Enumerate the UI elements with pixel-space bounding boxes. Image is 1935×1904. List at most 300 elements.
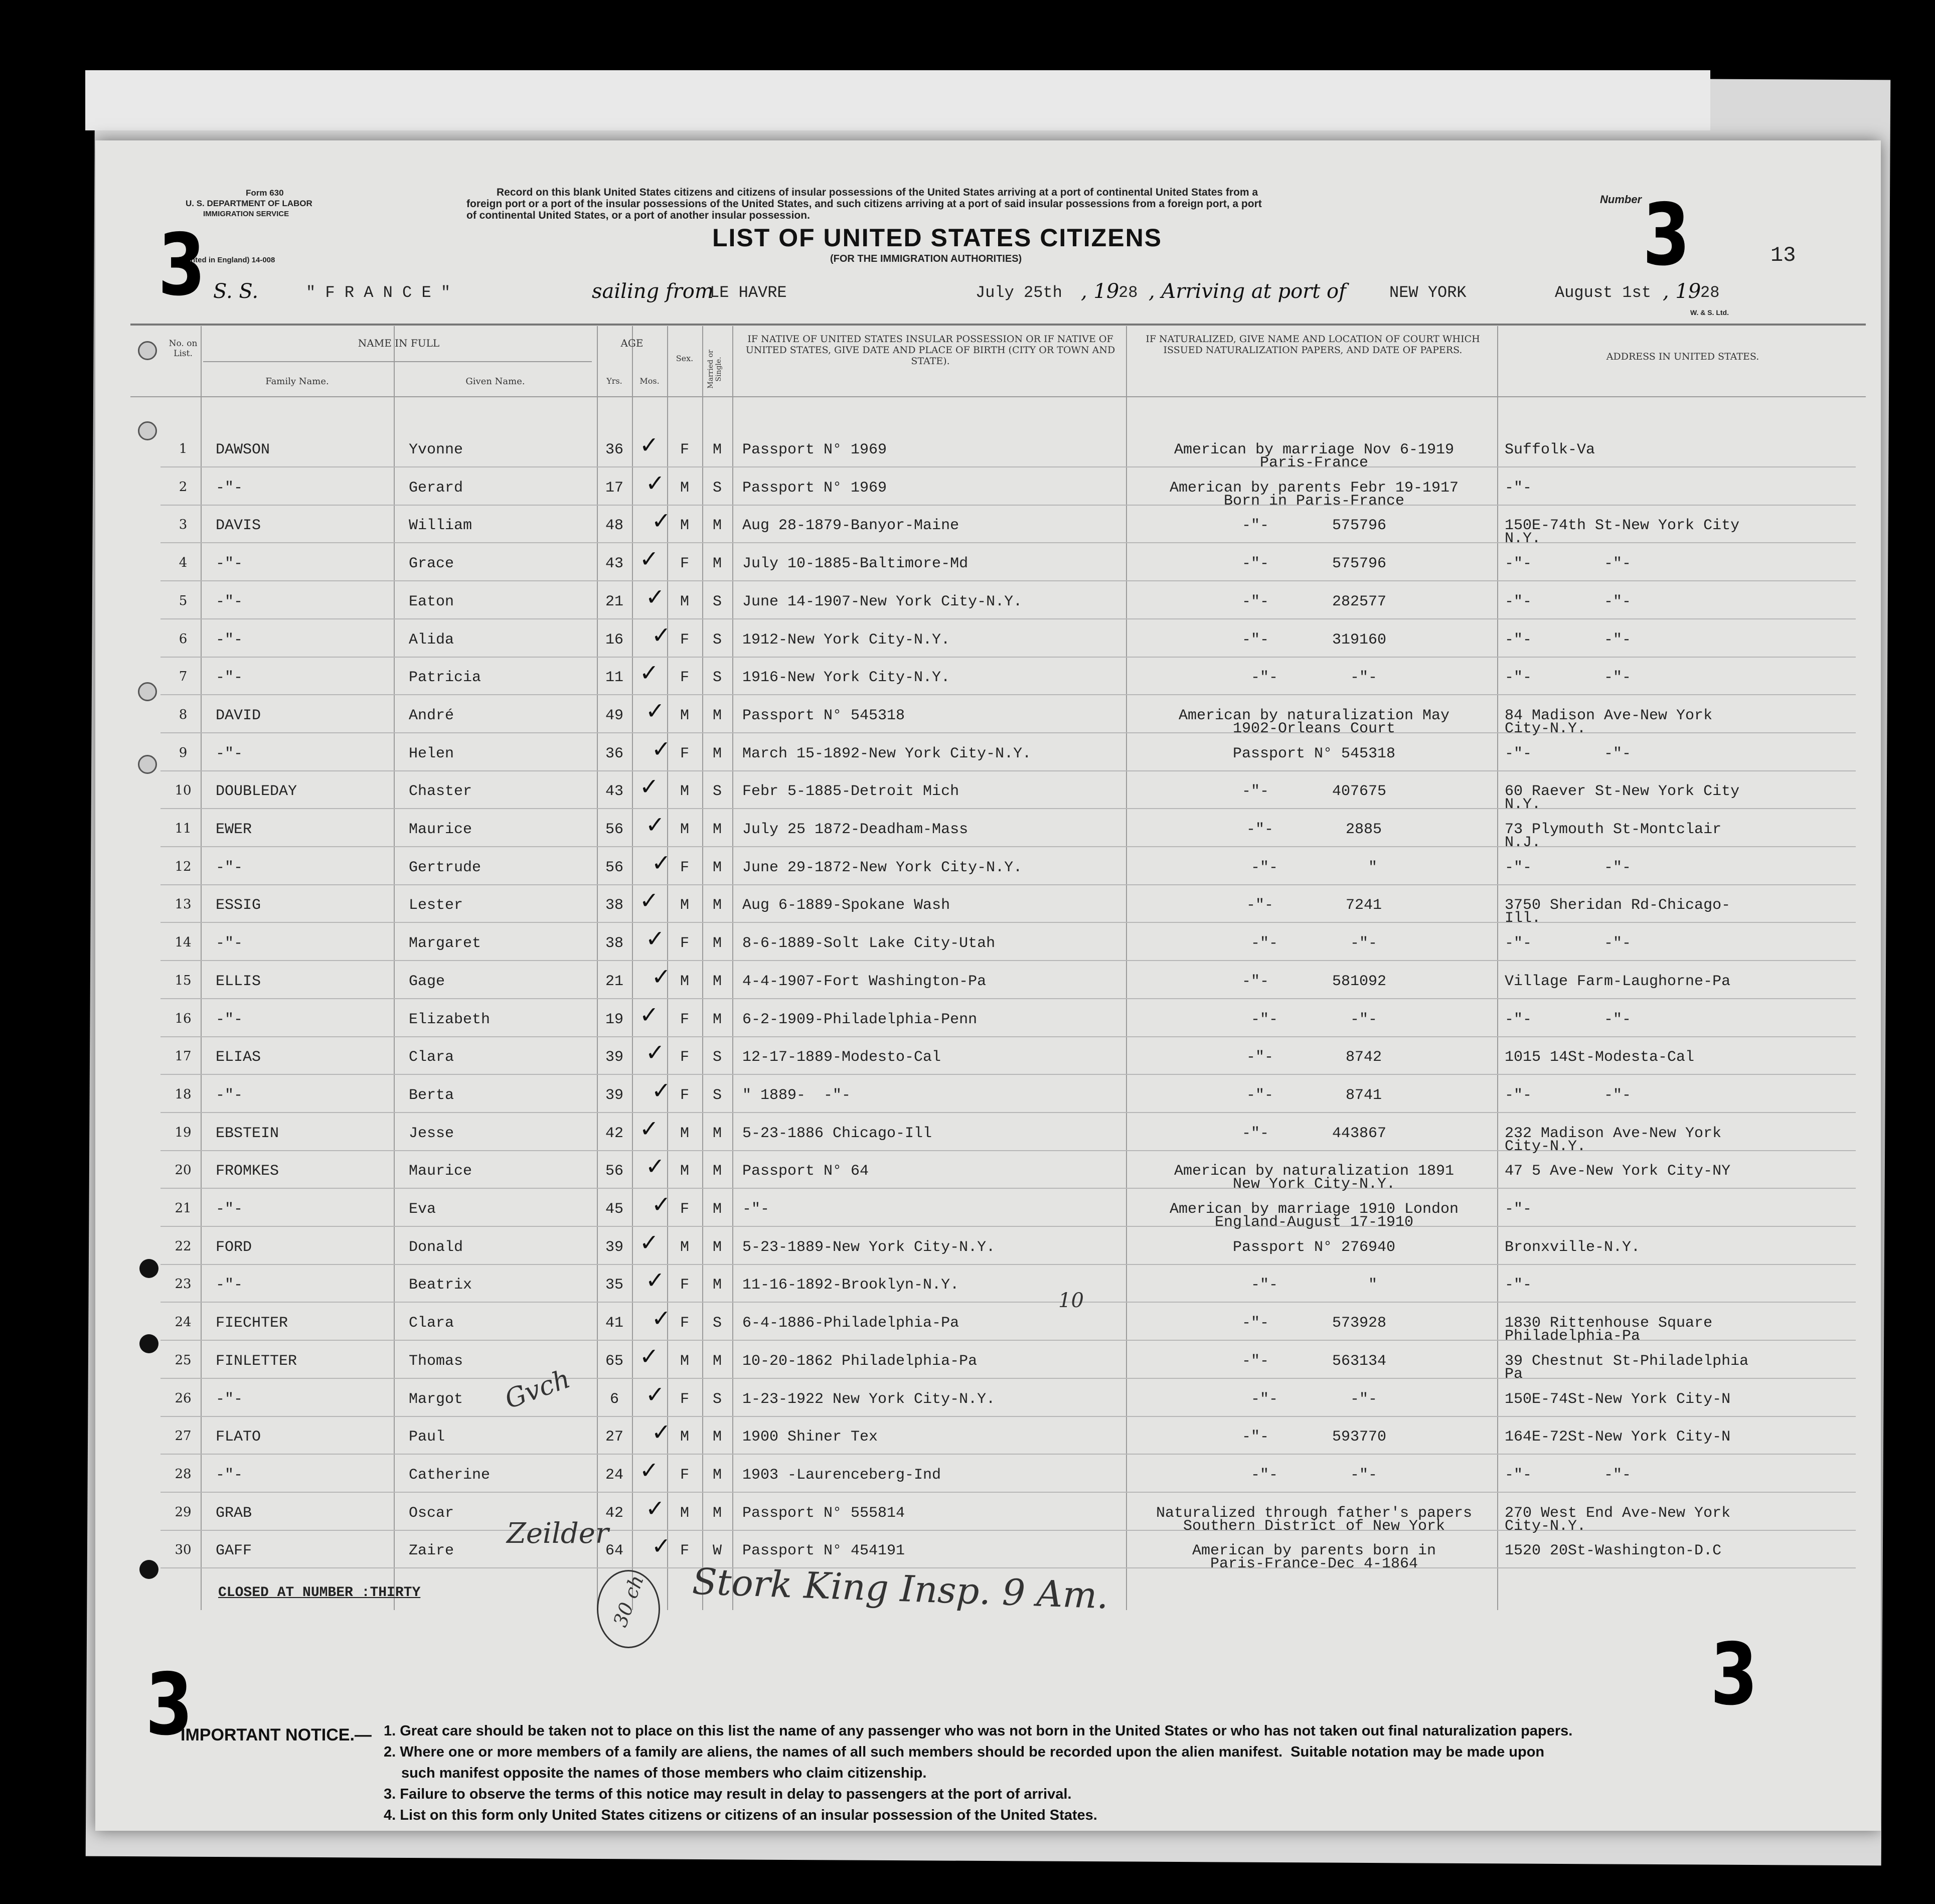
row-number: 7 — [179, 669, 188, 685]
naturalization-info: Passport N° 276940 — [1232, 1238, 1396, 1256]
family-name: -"- — [216, 1086, 243, 1104]
sex: M — [680, 973, 689, 990]
header-family-name: Family Name. — [265, 376, 329, 387]
margin-note-row-26: Gvch — [501, 1363, 574, 1415]
sex: F — [680, 745, 689, 762]
address: -"- -"- — [1505, 1086, 1632, 1104]
sex: F — [680, 555, 689, 573]
service: IMMIGRATION SERVICE — [203, 210, 289, 218]
sex: F — [680, 441, 689, 458]
naturalization-info: -"- 573928 — [1241, 1315, 1387, 1332]
age-years: 19 — [605, 1011, 623, 1028]
year-2: 28 — [1700, 283, 1720, 302]
header-divider — [203, 361, 592, 362]
row-number: 5 — [179, 593, 188, 608]
given-name: Jesse — [409, 1125, 454, 1142]
row-number: 26 — [175, 1390, 192, 1406]
check-mark-icon: ✓ — [646, 811, 665, 838]
year-prefix-1: , 19 — [1081, 280, 1119, 303]
header-no: No. on List. — [169, 339, 198, 359]
address-line-2: N.J. — [1505, 834, 1541, 851]
address-line-2: N.Y. — [1505, 796, 1541, 814]
address: Bronxville-N.Y. — [1505, 1238, 1641, 1256]
sex: M — [680, 1238, 689, 1256]
age-years: 42 — [605, 1125, 623, 1142]
check-mark-icon: ✓ — [646, 1380, 665, 1408]
naturalization-info-line-2: Southern District of New York — [1183, 1517, 1445, 1535]
check-mark-icon: ✓ — [639, 1001, 659, 1028]
sex: F — [680, 1049, 689, 1066]
family-name: FORD — [216, 1238, 252, 1256]
birth-info: Passport N° 64 — [742, 1163, 869, 1180]
naturalization-info: -"- 575796 — [1241, 517, 1387, 535]
naturalization-info-line-2: Paris-France-Dec 4-1864 — [1210, 1555, 1418, 1573]
given-name: Grace — [409, 555, 454, 573]
naturalization-info: -"- 575796 — [1241, 555, 1387, 573]
row-rule — [160, 1567, 1856, 1568]
row-number: 24 — [175, 1315, 192, 1330]
age-years: 38 — [605, 897, 623, 914]
age-years: 56 — [605, 821, 623, 838]
notice-item-4: 4. List on this form only United States citizens or citizens of an insular possession of the United States. — [384, 1807, 1097, 1823]
birth-info: July 10-1885-Baltimore-Md — [742, 555, 969, 573]
row-number: 25 — [175, 1352, 192, 1368]
col-divider — [597, 326, 598, 1610]
naturalization-info-line-2: 1902-Orleans Court — [1232, 720, 1396, 737]
address-line-2: Pa — [1505, 1365, 1523, 1383]
naturalization-info: American by marriage Nov 6-1919 — [1174, 441, 1455, 458]
family-name: DAWSON — [216, 441, 270, 458]
instruction-line-1: Record on this blank United States citizens and citizens of insular possessions of the United States arriving at a port of continental United States from a — [497, 187, 1258, 198]
col-divider — [1497, 326, 1498, 1610]
row-rule — [160, 1264, 1856, 1265]
address: Village Farm-Laughorne-Pa — [1505, 973, 1731, 990]
col-divider — [732, 326, 733, 1610]
given-name: Thomas — [409, 1352, 463, 1370]
table-top-border — [130, 324, 1866, 326]
family-name: DAVID — [216, 707, 261, 724]
age-years: 48 — [605, 517, 623, 535]
family-name: FLATO — [216, 1429, 261, 1446]
marital-status: S — [712, 1049, 722, 1066]
age-years: 43 — [605, 555, 623, 573]
naturalization-info-line-2: New York City-N.Y. — [1232, 1176, 1396, 1193]
birth-info: Passport N° 1969 — [742, 479, 887, 497]
row-rule — [160, 580, 1856, 581]
row-number: 19 — [175, 1125, 192, 1140]
naturalization-info: -"- 8742 — [1246, 1049, 1382, 1066]
port-from: LE HAVRE — [710, 283, 787, 302]
naturalization-info: -"- 407675 — [1241, 783, 1387, 801]
page-number-bottom-right: 3 — [1710, 1625, 1758, 1724]
family-name: -"- — [216, 1011, 243, 1028]
address: 60 Raever St-New York City — [1505, 783, 1740, 801]
given-name: André — [409, 707, 454, 724]
marital-status: M — [712, 707, 722, 724]
naturalization-info: American by marriage 1910 London — [1169, 1201, 1459, 1218]
age-years: 35 — [605, 1277, 623, 1294]
year-prefix-2: , 19 — [1663, 280, 1701, 303]
marital-status: M — [712, 1277, 722, 1294]
row-number: 22 — [175, 1238, 192, 1254]
marital-status: S — [712, 783, 722, 801]
row-rule — [160, 1112, 1856, 1113]
sex: M — [680, 783, 689, 801]
notice-label: IMPORTANT NOTICE.— — [181, 1725, 372, 1744]
family-name: -"- — [216, 935, 243, 953]
naturalization-info: -"- 282577 — [1241, 593, 1387, 610]
sex: F — [680, 935, 689, 953]
check-mark-icon: ✓ — [652, 849, 671, 876]
family-name: -"- — [216, 1201, 243, 1218]
age-years: 56 — [605, 1163, 623, 1180]
row-rule — [160, 1188, 1856, 1189]
marital-status: M — [712, 1163, 722, 1180]
row-rule — [160, 1074, 1856, 1075]
age-years: 36 — [605, 441, 623, 458]
given-name: Alida — [409, 631, 454, 649]
row-number: 13 — [175, 897, 192, 912]
naturalization-info: -"- -"- — [1250, 1466, 1378, 1484]
check-mark-icon: ✓ — [639, 431, 659, 458]
circle-note: 30 ch — [609, 1572, 648, 1630]
naturalization-info: Naturalized through father's papers — [1156, 1504, 1473, 1522]
row-number: 28 — [175, 1466, 192, 1482]
sex: M — [680, 1352, 689, 1370]
birth-info: Febr 5-1885-Detroit Mich — [742, 783, 959, 801]
sex: M — [680, 593, 689, 610]
sex: F — [680, 1466, 689, 1484]
check-mark-icon: ✓ — [646, 697, 665, 724]
header-married-single: Married or Single. — [707, 350, 723, 389]
family-name: ESSIG — [216, 897, 261, 914]
address: -"- -"- — [1505, 935, 1632, 953]
address: -"- -"- — [1505, 1466, 1632, 1484]
row-number: 1 — [179, 441, 188, 456]
given-name: Beatrix — [409, 1277, 472, 1294]
age-years: 39 — [605, 1086, 623, 1104]
family-name: EWER — [216, 821, 252, 838]
age-years: 17 — [605, 479, 623, 497]
family-name: -"- — [216, 1277, 243, 1294]
header-age: AGE — [620, 337, 643, 349]
year-1: 28 — [1118, 283, 1138, 302]
sex: M — [680, 1163, 689, 1180]
given-name: Clara — [409, 1049, 454, 1066]
punch-hole — [139, 1560, 158, 1579]
naturalization-info: -"- 443867 — [1241, 1125, 1387, 1142]
given-name: Yvonne — [409, 441, 463, 458]
address: -"- -"- — [1505, 555, 1632, 573]
closing-line: CLOSED AT NUMBER :THIRTY — [218, 1585, 421, 1601]
row-number: 20 — [175, 1163, 192, 1178]
row-number: 15 — [175, 973, 192, 988]
row-number: 8 — [179, 707, 188, 722]
header-native: IF NATIVE OF UNITED STATES INSULAR POSSESSION OR IF NATIVE OF UNITED STATES, GIVE DATE AND PLACE OF BIRTH (CITY OR TOWN AND STATE). — [745, 334, 1115, 367]
date-to: August 1st — [1555, 283, 1652, 302]
address-line-2: Ill. — [1505, 910, 1541, 927]
check-mark-icon: ✓ — [646, 1153, 665, 1180]
sex: M — [680, 479, 689, 497]
header-given-name: Given Name. — [465, 376, 525, 387]
row-number: 29 — [175, 1504, 192, 1520]
marital-status: M — [712, 1429, 722, 1446]
family-name: FIECHTER — [216, 1315, 288, 1332]
marital-status: S — [712, 479, 722, 497]
given-name: Margot — [409, 1390, 463, 1408]
birth-info: 6-2-1909-Philadelphia-Penn — [742, 1011, 978, 1028]
page-title: LIST OF UNITED STATES CITIZENS — [712, 224, 1163, 252]
check-mark-icon: ✓ — [639, 1228, 659, 1256]
given-name: Chaster — [409, 783, 472, 801]
age-years: 27 — [605, 1429, 623, 1446]
margin-note-row-30: Zeilder — [507, 1517, 609, 1550]
naturalization-info: -"- -"- — [1250, 669, 1378, 687]
punch-hole — [138, 682, 157, 701]
department: U. S. DEPARTMENT OF LABOR — [186, 199, 312, 208]
row-rule — [160, 884, 1856, 885]
marital-status: S — [712, 593, 722, 610]
sex: F — [680, 631, 689, 649]
naturalization-info: -"- " — [1250, 859, 1378, 876]
family-name: ELLIS — [216, 973, 261, 990]
row-rule — [160, 998, 1856, 999]
given-name: Margaret — [409, 935, 481, 953]
check-mark-icon: ✓ — [639, 773, 659, 801]
family-name: -"- — [216, 555, 243, 573]
sex: M — [680, 1429, 689, 1446]
marital-status: M — [712, 1352, 722, 1370]
family-name: EBSTEIN — [216, 1125, 279, 1142]
check-mark-icon: ✓ — [652, 735, 671, 762]
address: Suffolk-Va — [1505, 441, 1595, 458]
row-number: 9 — [179, 745, 188, 760]
naturalization-info: American by parents Febr 19-1917 — [1169, 479, 1459, 497]
number-label: Number — [1600, 193, 1642, 206]
given-name: Berta — [409, 1086, 454, 1104]
address: 1830 Rittenhouse Square — [1505, 1315, 1713, 1332]
marital-status: M — [712, 897, 722, 914]
address: -"- -"- — [1505, 669, 1632, 687]
manifest-page — [95, 140, 1881, 1831]
ship-name: " F R A N C E " — [306, 283, 451, 302]
marital-status: S — [712, 669, 722, 687]
birth-info: 4-4-1907-Fort Washington-Pa — [742, 973, 987, 990]
header-bottom-border — [130, 396, 1866, 397]
margin-note-row-21: 10 — [1058, 1289, 1084, 1312]
row-rule — [160, 1454, 1856, 1455]
given-name: Maurice — [409, 1163, 472, 1180]
row-number: 21 — [175, 1201, 192, 1216]
given-name: Zaire — [409, 1542, 454, 1560]
row-number: 23 — [175, 1277, 192, 1292]
sex: M — [680, 1125, 689, 1142]
given-name: Donald — [409, 1238, 463, 1256]
notice-item-1: 1. Great care should be taken not to place on this list the name of any passenger who was not born in the United States or who has not taken out final naturalization papers. — [384, 1723, 1573, 1739]
sex: M — [680, 1504, 689, 1522]
age-years: 36 — [605, 745, 623, 762]
notice-item-2b: such manifest opposite the names of those members who claim citizenship. — [401, 1765, 927, 1781]
birth-info: 10-20-1862 Philadelphia-Pa — [742, 1352, 978, 1370]
row-number: 16 — [175, 1011, 192, 1026]
row-rule — [160, 1302, 1856, 1303]
naturalization-info: Passport N° 545318 — [1232, 745, 1396, 762]
check-mark-icon: ✓ — [652, 621, 671, 649]
given-name: Elizabeth — [409, 1011, 491, 1028]
header-address: ADDRESS IN UNITED STATES. — [1606, 351, 1759, 362]
birth-info: 6-4-1886-Philadelphia-Pa — [742, 1315, 959, 1332]
header-mos: Mos. — [639, 376, 660, 386]
marital-status: S — [712, 1086, 722, 1104]
row-rule — [160, 618, 1856, 619]
naturalization-info-line-2: Born in Paris-France — [1223, 492, 1405, 510]
given-name: Eva — [409, 1201, 436, 1218]
row-rule — [160, 1416, 1856, 1417]
row-rule — [160, 1036, 1856, 1037]
marital-status: M — [712, 935, 722, 953]
sex: F — [680, 1011, 689, 1028]
naturalization-info: -"- -"- — [1250, 935, 1378, 953]
header-sex: Sex. — [676, 354, 694, 363]
marital-status: M — [712, 1238, 722, 1256]
sex: F — [680, 1086, 689, 1104]
naturalization-info: American by naturalization 1891 — [1174, 1163, 1455, 1180]
page-number-top-left: 3 — [158, 216, 206, 315]
family-name: FINLETTER — [216, 1352, 297, 1370]
marital-status: M — [712, 859, 722, 876]
sex: M — [680, 517, 689, 535]
birth-info: 1903 -Laurenceberg-Ind — [742, 1466, 941, 1484]
row-number: 6 — [179, 631, 188, 647]
birth-info: 1-23-1922 New York City-N.Y. — [742, 1390, 996, 1408]
address: 84 Madison Ave-New York — [1505, 707, 1713, 724]
age-years: 43 — [605, 783, 623, 801]
sheet-number: 13 — [1770, 243, 1796, 267]
punch-hole — [138, 755, 157, 774]
birth-info: Passport N° 555814 — [742, 1504, 905, 1522]
birth-info: June 29-1872-New York City-N.Y. — [742, 859, 1023, 876]
marital-status: M — [712, 1504, 722, 1522]
row-number: 2 — [179, 479, 188, 495]
row-number: 3 — [179, 517, 188, 533]
marital-status: M — [712, 1466, 722, 1484]
naturalization-info: -"- -"- — [1250, 1390, 1378, 1408]
address: 3750 Sheridan Rd-Chicago- — [1505, 897, 1731, 914]
marital-status: M — [712, 555, 722, 573]
age-years: 24 — [605, 1466, 623, 1484]
punch-hole — [138, 341, 157, 360]
birth-info: -"- — [742, 1201, 770, 1218]
naturalization-info: American by parents born in — [1192, 1542, 1436, 1560]
naturalization-info: -"- 581092 — [1241, 973, 1387, 990]
check-mark-icon: ✓ — [646, 469, 665, 497]
address: -"- -"- — [1505, 593, 1632, 610]
age-years: 21 — [605, 593, 623, 610]
given-name: Eaton — [409, 593, 454, 610]
page-number-bottom-left: 3 — [145, 1655, 193, 1755]
row-rule — [160, 770, 1856, 771]
marital-status: M — [712, 973, 722, 990]
age-years: 45 — [605, 1201, 623, 1218]
age-years: 56 — [605, 859, 623, 876]
age-years: 21 — [605, 973, 623, 990]
address: 39 Chestnut St-Philadelphia — [1505, 1352, 1749, 1370]
punch-hole — [139, 1259, 158, 1278]
inspector-signature: Stork King Insp. 9 Am. — [691, 1560, 1109, 1617]
col-divider — [394, 326, 395, 1610]
birth-info: 1916-New York City-N.Y. — [742, 669, 950, 687]
age-years: 65 — [605, 1352, 623, 1370]
row-number: 27 — [175, 1429, 192, 1444]
given-name: William — [409, 517, 472, 535]
row-rule — [160, 694, 1856, 695]
family-name: GRAB — [216, 1504, 252, 1522]
check-mark-icon: ✓ — [652, 1418, 671, 1446]
birth-info: Passport N° 545318 — [742, 707, 905, 724]
naturalization-info: -"- 7241 — [1246, 897, 1382, 914]
check-mark-icon: ✓ — [646, 1494, 665, 1522]
sex: F — [680, 1277, 689, 1294]
col-divider — [1126, 326, 1127, 1610]
family-name: -"- — [216, 859, 243, 876]
check-mark-icon: ✓ — [646, 1266, 665, 1294]
naturalization-info: -"- -"- — [1250, 1011, 1378, 1028]
naturalization-info: American by naturalization May — [1178, 707, 1450, 724]
marital-status: W — [712, 1542, 722, 1560]
punch-hole — [138, 421, 157, 440]
marital-status: S — [712, 631, 722, 649]
marital-status: M — [712, 441, 722, 458]
address: -"- -"- — [1505, 631, 1632, 649]
row-number: 18 — [175, 1086, 192, 1102]
naturalization-info: -"- 2885 — [1246, 821, 1382, 838]
printer-mark: W. & S. Ltd. — [1690, 308, 1729, 316]
check-mark-icon: ✓ — [646, 925, 665, 953]
birth-info: " 1889- -"- — [742, 1086, 851, 1104]
birth-info: 1900 Shiner Tex — [742, 1429, 878, 1446]
age-years: 39 — [605, 1049, 623, 1066]
family-name: GAFF — [216, 1542, 252, 1560]
given-name: Patricia — [409, 669, 481, 687]
address: 1520 20St-Washington-D.C — [1505, 1542, 1722, 1560]
marital-status: M — [712, 821, 722, 838]
row-rule — [160, 960, 1856, 961]
page-number-top-right: 3 — [1643, 186, 1690, 285]
birth-info: Passport N° 454191 — [742, 1542, 905, 1560]
given-name: Maurice — [409, 821, 472, 838]
family-name: DOUBLEDAY — [216, 783, 297, 801]
birth-info: 5-23-1886 Chicago-Ill — [742, 1125, 932, 1142]
family-name: -"- — [216, 631, 243, 649]
family-name: -"- — [216, 1390, 243, 1408]
birth-info: 1912-New York City-N.Y. — [742, 631, 950, 649]
address-line-2: N.Y. — [1505, 530, 1541, 548]
check-mark-icon: ✓ — [652, 963, 671, 990]
naturalization-info: -"- 319160 — [1241, 631, 1387, 649]
sailing-label: sailing from — [592, 280, 714, 303]
row-rule — [160, 1226, 1856, 1227]
marital-status: M — [712, 1125, 722, 1142]
given-name: Gertrude — [409, 859, 481, 876]
marital-status: S — [712, 1315, 722, 1332]
address-line-2: City-N.Y. — [1505, 720, 1586, 737]
age-years: 64 — [605, 1542, 623, 1560]
address: -"- — [1505, 479, 1532, 497]
printed-note: (Printed in England) 14-008 — [178, 256, 275, 264]
instruction-line-3: of continental United States, or a port of another insular possession. — [466, 210, 810, 221]
address: -"- — [1505, 1201, 1532, 1218]
family-name: FROMKES — [216, 1163, 279, 1180]
